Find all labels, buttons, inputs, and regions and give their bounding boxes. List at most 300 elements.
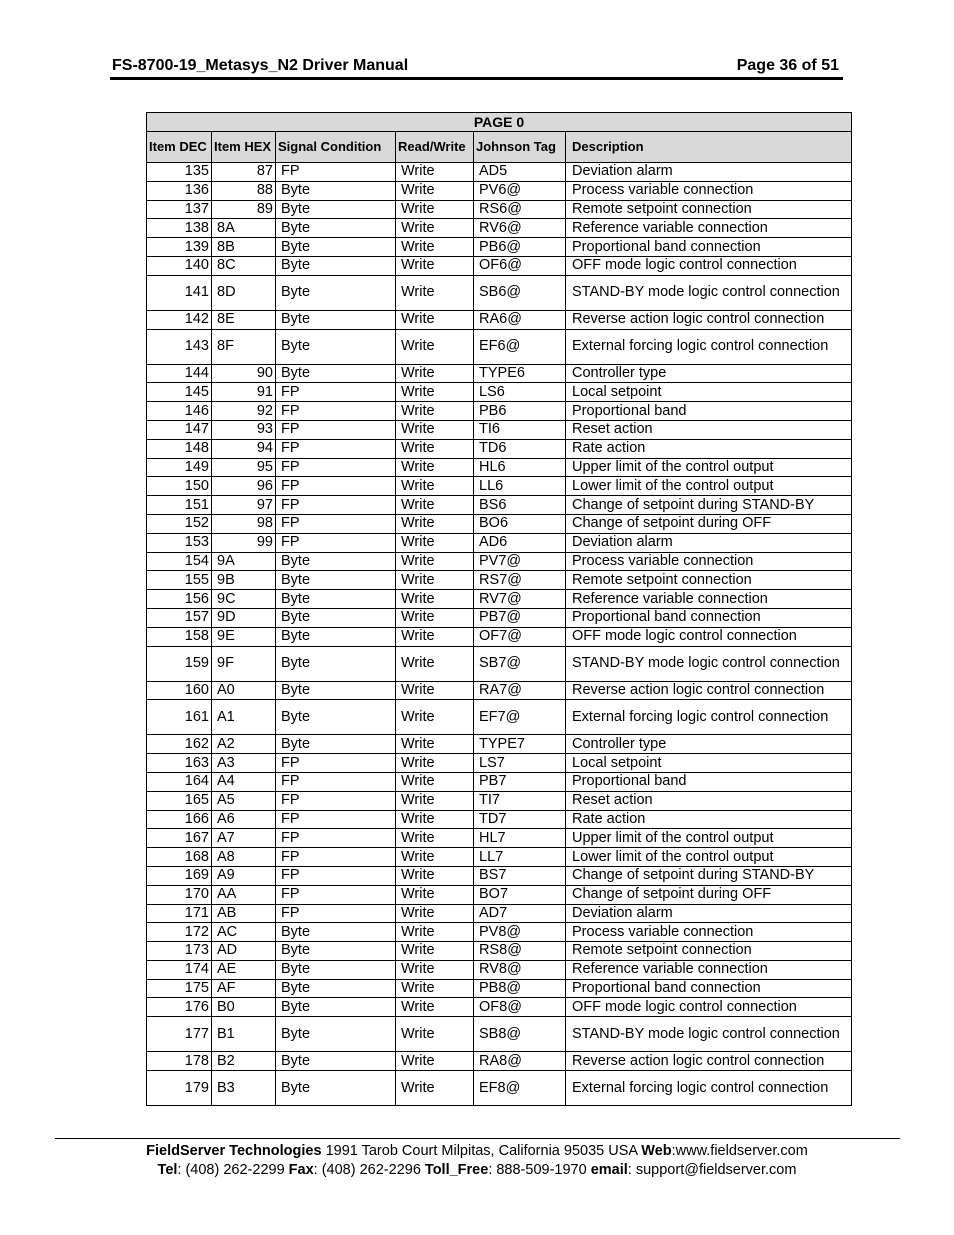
cell-item-dec: 145 <box>147 383 212 402</box>
cell-read-write: Write <box>396 960 474 979</box>
table-row <box>147 885 852 904</box>
cell-description: Process variable connection <box>566 923 852 942</box>
cell-description: Reverse action logic control connection <box>566 1052 852 1071</box>
cell-signal-condition: Byte <box>276 219 396 238</box>
cell-johnson-tag: RA7@ <box>474 681 566 700</box>
table-row <box>147 256 852 275</box>
cell-item-dec: 176 <box>147 998 212 1017</box>
cell-read-write: Write <box>396 477 474 496</box>
cell-item-hex: 87 <box>212 163 276 182</box>
table-row <box>147 904 852 923</box>
cell-johnson-tag: OF6@ <box>474 256 566 275</box>
cell-description: Change of setpoint during STAND-BY <box>566 496 852 515</box>
cell-item-hex: 97 <box>212 496 276 515</box>
cell-item-hex: B0 <box>212 998 276 1017</box>
cell-johnson-tag: TD6 <box>474 439 566 458</box>
cell-description: Change of setpoint during STAND-BY <box>566 866 852 885</box>
cell-description: STAND-BY mode logic control connection <box>566 275 852 310</box>
cell-signal-condition: FP <box>276 458 396 477</box>
cell-signal-condition: Byte <box>276 1017 396 1052</box>
cell-signal-condition: Byte <box>276 181 396 200</box>
cell-johnson-tag: AD6 <box>474 533 566 552</box>
cell-johnson-tag: BS6 <box>474 496 566 515</box>
cell-description: STAND-BY mode logic control connection <box>566 646 852 681</box>
table-row <box>147 477 852 496</box>
cell-signal-condition: FP <box>276 791 396 810</box>
cell-read-write: Write <box>396 1017 474 1052</box>
cell-item-dec: 137 <box>147 200 212 219</box>
cell-read-write: Write <box>396 885 474 904</box>
cell-read-write: Write <box>396 791 474 810</box>
cell-item-hex: A7 <box>212 829 276 848</box>
cell-item-hex: 88 <box>212 181 276 200</box>
cell-item-hex: 98 <box>212 514 276 533</box>
cell-read-write: Write <box>396 402 474 421</box>
cell-item-hex: 9E <box>212 627 276 646</box>
cell-description: Local setpoint <box>566 383 852 402</box>
cell-description: Remote setpoint connection <box>566 571 852 590</box>
cell-signal-condition: Byte <box>276 571 396 590</box>
cell-item-hex: 9A <box>212 552 276 571</box>
cell-item-hex: AB <box>212 904 276 923</box>
footer-web-label: Web <box>641 1143 672 1159</box>
cell-signal-condition: Byte <box>276 310 396 329</box>
cell-description: Lower limit of the control output <box>566 477 852 496</box>
cell-description: Local setpoint <box>566 754 852 773</box>
cell-item-hex: A5 <box>212 791 276 810</box>
cell-item-hex: AE <box>212 960 276 979</box>
table-row <box>147 514 852 533</box>
cell-item-hex: A4 <box>212 772 276 791</box>
cell-signal-condition: FP <box>276 477 396 496</box>
cell-item-hex: 93 <box>212 420 276 439</box>
table-row <box>147 681 852 700</box>
table-row <box>147 608 852 627</box>
table-row <box>147 181 852 200</box>
footer-tel-value: : (408) 262-2299 <box>177 1161 289 1178</box>
column-header-signal-condition: Signal Condition <box>276 132 396 163</box>
cell-item-dec: 153 <box>147 533 212 552</box>
cell-item-dec: 172 <box>147 923 212 942</box>
cell-description: Reference variable connection <box>566 960 852 979</box>
table-row <box>147 1017 852 1052</box>
table-row <box>147 571 852 590</box>
cell-johnson-tag: RA8@ <box>474 1052 566 1071</box>
table-row <box>147 627 852 646</box>
page-number: Page 36 of 51 <box>736 57 839 74</box>
cell-item-dec: 175 <box>147 979 212 998</box>
cell-read-write: Write <box>396 646 474 681</box>
cell-johnson-tag: PV6@ <box>474 181 566 200</box>
table-row <box>147 402 852 421</box>
cell-johnson-tag: RV7@ <box>474 590 566 609</box>
cell-signal-condition: FP <box>276 904 396 923</box>
table-row <box>147 1071 852 1106</box>
cell-read-write: Write <box>396 420 474 439</box>
table-row <box>147 700 852 735</box>
cell-item-dec: 179 <box>147 1071 212 1106</box>
cell-signal-condition: FP <box>276 533 396 552</box>
cell-johnson-tag: PB6@ <box>474 238 566 257</box>
cell-item-dec: 147 <box>147 420 212 439</box>
cell-item-hex: 9F <box>212 646 276 681</box>
cell-read-write: Write <box>396 848 474 867</box>
cell-description: External forcing logic control connection <box>566 700 852 735</box>
cell-johnson-tag: PV7@ <box>474 552 566 571</box>
cell-description: Remote setpoint connection <box>566 942 852 961</box>
cell-johnson-tag: RA6@ <box>474 310 566 329</box>
cell-item-dec: 171 <box>147 904 212 923</box>
footer-fax-value: : (408) 262-2296 <box>313 1161 425 1178</box>
cell-read-write: Write <box>396 533 474 552</box>
cell-signal-condition: Byte <box>276 942 396 961</box>
cell-description: Change of setpoint during OFF <box>566 514 852 533</box>
table-row <box>147 329 852 364</box>
cell-item-dec: 135 <box>147 163 212 182</box>
cell-read-write: Write <box>396 383 474 402</box>
cell-item-dec: 165 <box>147 791 212 810</box>
cell-read-write: Write <box>396 256 474 275</box>
table-row <box>147 829 852 848</box>
cell-johnson-tag: RV8@ <box>474 960 566 979</box>
table-row <box>147 533 852 552</box>
cell-item-hex: 95 <box>212 458 276 477</box>
cell-description: Proportional band <box>566 402 852 421</box>
cell-read-write: Write <box>396 829 474 848</box>
cell-read-write: Write <box>396 496 474 515</box>
footer-line-1 <box>0 1142 954 1161</box>
cell-description: Controller type <box>566 364 852 383</box>
table-row <box>147 590 852 609</box>
cell-read-write: Write <box>396 181 474 200</box>
table-row <box>147 420 852 439</box>
cell-signal-condition: Byte <box>276 735 396 754</box>
cell-item-dec: 157 <box>147 608 212 627</box>
cell-read-write: Write <box>396 571 474 590</box>
cell-read-write: Write <box>396 627 474 646</box>
table-row <box>147 238 852 257</box>
cell-read-write: Write <box>396 364 474 383</box>
table-row <box>147 383 852 402</box>
cell-description: Upper limit of the control output <box>566 829 852 848</box>
cell-johnson-tag: BO6 <box>474 514 566 533</box>
cell-item-dec: 160 <box>147 681 212 700</box>
cell-item-hex: 99 <box>212 533 276 552</box>
cell-signal-condition: Byte <box>276 608 396 627</box>
table-row <box>147 754 852 773</box>
cell-signal-condition: Byte <box>276 590 396 609</box>
cell-description: Change of setpoint during OFF <box>566 885 852 904</box>
cell-signal-condition: Byte <box>276 998 396 1017</box>
cell-signal-condition: FP <box>276 829 396 848</box>
cell-item-hex: 91 <box>212 383 276 402</box>
cell-read-write: Write <box>396 458 474 477</box>
cell-johnson-tag: TI6 <box>474 420 566 439</box>
cell-item-dec: 158 <box>147 627 212 646</box>
cell-signal-condition: FP <box>276 754 396 773</box>
cell-item-dec: 151 <box>147 496 212 515</box>
cell-read-write: Write <box>396 700 474 735</box>
cell-item-dec: 144 <box>147 364 212 383</box>
cell-item-hex: A6 <box>212 810 276 829</box>
cell-item-hex: 89 <box>212 200 276 219</box>
footer-address: 1991 Tarob Court Milpitas, California 95035 USA <box>321 1143 642 1159</box>
cell-johnson-tag: TD7 <box>474 810 566 829</box>
cell-signal-condition: FP <box>276 885 396 904</box>
cell-description: Deviation alarm <box>566 904 852 923</box>
cell-johnson-tag: OF8@ <box>474 998 566 1017</box>
cell-johnson-tag: BO7 <box>474 885 566 904</box>
cell-item-dec: 164 <box>147 772 212 791</box>
footer-tollfree-value: : 888-509-1970 <box>488 1161 591 1178</box>
cell-signal-condition: Byte <box>276 700 396 735</box>
cell-item-dec: 178 <box>147 1052 212 1071</box>
table-row <box>147 458 852 477</box>
cell-signal-condition: Byte <box>276 1071 396 1106</box>
cell-description: OFF mode logic control connection <box>566 627 852 646</box>
table-row <box>147 979 852 998</box>
cell-item-hex: 96 <box>212 477 276 496</box>
cell-johnson-tag: AD5 <box>474 163 566 182</box>
cell-johnson-tag: PB7@ <box>474 608 566 627</box>
column-header-item-dec: Item DEC <box>147 132 212 163</box>
cell-item-hex: A3 <box>212 754 276 773</box>
cell-description: Rate action <box>566 810 852 829</box>
cell-item-hex: 9B <box>212 571 276 590</box>
cell-description: Remote setpoint connection <box>566 200 852 219</box>
table-row <box>147 496 852 515</box>
cell-read-write: Write <box>396 163 474 182</box>
cell-description: Reference variable connection <box>566 590 852 609</box>
cell-johnson-tag: EF7@ <box>474 700 566 735</box>
cell-description: Process variable connection <box>566 181 852 200</box>
cell-signal-condition: FP <box>276 402 396 421</box>
footer-tel-label: Tel <box>157 1161 178 1178</box>
cell-description: Proportional band connection <box>566 238 852 257</box>
cell-description: Rate action <box>566 439 852 458</box>
cell-description: External forcing logic control connection <box>566 329 852 364</box>
cell-item-dec: 152 <box>147 514 212 533</box>
cell-signal-condition: FP <box>276 848 396 867</box>
cell-johnson-tag: LS6 <box>474 383 566 402</box>
cell-read-write: Write <box>396 552 474 571</box>
footer-tollfree-label: Toll_Free <box>424 1161 489 1178</box>
cell-read-write: Write <box>396 439 474 458</box>
register-table <box>146 112 852 1106</box>
cell-signal-condition: FP <box>276 439 396 458</box>
table-row <box>147 998 852 1017</box>
cell-johnson-tag: PB6 <box>474 402 566 421</box>
footer-company: FieldServer Technologies <box>146 1143 322 1159</box>
cell-johnson-tag: TYPE6 <box>474 364 566 383</box>
cell-signal-condition: FP <box>276 810 396 829</box>
footer-fax-label: Fax <box>288 1161 314 1178</box>
column-header-read-write: Read/Write <box>396 132 474 163</box>
table-row <box>147 810 852 829</box>
table-row <box>147 848 852 867</box>
table-row <box>147 923 852 942</box>
cell-johnson-tag: HL7 <box>474 829 566 848</box>
cell-description: Reset action <box>566 791 852 810</box>
cell-signal-condition: Byte <box>276 1052 396 1071</box>
cell-johnson-tag: EF6@ <box>474 329 566 364</box>
cell-signal-condition: Byte <box>276 979 396 998</box>
cell-item-dec: 170 <box>147 885 212 904</box>
cell-item-hex: 9D <box>212 608 276 627</box>
table-row <box>147 866 852 885</box>
cell-read-write: Write <box>396 681 474 700</box>
footer-email-value: : support@fieldserver.com <box>627 1161 797 1178</box>
table-row <box>147 163 852 182</box>
cell-item-dec: 166 <box>147 810 212 829</box>
table-row <box>147 275 852 310</box>
cell-item-hex: A0 <box>212 681 276 700</box>
cell-item-hex: 8E <box>212 310 276 329</box>
cell-item-hex: AC <box>212 923 276 942</box>
cell-item-hex: AF <box>212 979 276 998</box>
cell-johnson-tag: TYPE7 <box>474 735 566 754</box>
cell-read-write: Write <box>396 904 474 923</box>
cell-item-hex: AD <box>212 942 276 961</box>
cell-read-write: Write <box>396 310 474 329</box>
cell-read-write: Write <box>396 810 474 829</box>
cell-item-dec: 159 <box>147 646 212 681</box>
cell-item-dec: 162 <box>147 735 212 754</box>
cell-item-dec: 150 <box>147 477 212 496</box>
cell-johnson-tag: TI7 <box>474 791 566 810</box>
cell-description: Proportional band connection <box>566 979 852 998</box>
cell-signal-condition: FP <box>276 383 396 402</box>
cell-johnson-tag: SB7@ <box>474 646 566 681</box>
table-row <box>147 219 852 238</box>
cell-johnson-tag: LL7 <box>474 848 566 867</box>
cell-description: OFF mode logic control connection <box>566 256 852 275</box>
cell-read-write: Write <box>396 754 474 773</box>
page-header <box>110 57 843 79</box>
cell-item-dec: 173 <box>147 942 212 961</box>
cell-item-hex: 8F <box>212 329 276 364</box>
cell-read-write: Write <box>396 514 474 533</box>
cell-item-dec: 141 <box>147 275 212 310</box>
cell-signal-condition: Byte <box>276 238 396 257</box>
table-row <box>147 439 852 458</box>
cell-read-write: Write <box>396 998 474 1017</box>
table-row <box>147 791 852 810</box>
cell-item-hex: 8A <box>212 219 276 238</box>
cell-signal-condition: FP <box>276 514 396 533</box>
cell-item-dec: 143 <box>147 329 212 364</box>
cell-item-dec: 138 <box>147 219 212 238</box>
cell-signal-condition: FP <box>276 496 396 515</box>
cell-read-write: Write <box>396 590 474 609</box>
cell-item-dec: 169 <box>147 866 212 885</box>
cell-description: External forcing logic control connection <box>566 1071 852 1106</box>
footer-web-value: :www.fieldserver.com <box>671 1143 808 1159</box>
cell-johnson-tag: RS8@ <box>474 942 566 961</box>
cell-read-write: Write <box>396 735 474 754</box>
cell-johnson-tag: PV8@ <box>474 923 566 942</box>
table-row <box>147 310 852 329</box>
cell-item-dec: 146 <box>147 402 212 421</box>
footer-email-label: email <box>590 1161 628 1178</box>
cell-read-write: Write <box>396 275 474 310</box>
cell-description: Reference variable connection <box>566 219 852 238</box>
cell-read-write: Write <box>396 219 474 238</box>
cell-read-write: Write <box>396 1071 474 1106</box>
cell-signal-condition: Byte <box>276 681 396 700</box>
cell-description: Process variable connection <box>566 552 852 571</box>
cell-signal-condition: Byte <box>276 200 396 219</box>
table-row <box>147 364 852 383</box>
table-row <box>147 646 852 681</box>
table-row <box>147 552 852 571</box>
cell-description: Deviation alarm <box>566 163 852 182</box>
cell-signal-condition: Byte <box>276 627 396 646</box>
cell-item-dec: 136 <box>147 181 212 200</box>
cell-johnson-tag: OF7@ <box>474 627 566 646</box>
table-row <box>147 1052 852 1071</box>
cell-item-hex: A2 <box>212 735 276 754</box>
cell-item-hex: 8C <box>212 256 276 275</box>
cell-item-hex: 92 <box>212 402 276 421</box>
cell-item-dec: 155 <box>147 571 212 590</box>
cell-johnson-tag: RS6@ <box>474 200 566 219</box>
cell-description: OFF mode logic control connection <box>566 998 852 1017</box>
cell-description: Reverse action logic control connection <box>566 681 852 700</box>
cell-read-write: Write <box>396 1052 474 1071</box>
cell-item-hex: AA <box>212 885 276 904</box>
cell-johnson-tag: SB8@ <box>474 1017 566 1052</box>
cell-item-dec: 156 <box>147 590 212 609</box>
cell-read-write: Write <box>396 608 474 627</box>
table-row <box>147 735 852 754</box>
cell-item-dec: 140 <box>147 256 212 275</box>
cell-description: Reset action <box>566 420 852 439</box>
cell-johnson-tag: BS7 <box>474 866 566 885</box>
cell-read-write: Write <box>396 866 474 885</box>
cell-item-dec: 148 <box>147 439 212 458</box>
cell-description: Lower limit of the control output <box>566 848 852 867</box>
cell-signal-condition: Byte <box>276 923 396 942</box>
cell-signal-condition: Byte <box>276 329 396 364</box>
cell-johnson-tag: SB6@ <box>474 275 566 310</box>
cell-johnson-tag: EF8@ <box>474 1071 566 1106</box>
cell-signal-condition: Byte <box>276 552 396 571</box>
cell-signal-condition: Byte <box>276 256 396 275</box>
column-header-johnson-tag: Johnson Tag <box>474 132 566 163</box>
cell-read-write: Write <box>396 200 474 219</box>
cell-item-dec: 163 <box>147 754 212 773</box>
cell-signal-condition: Byte <box>276 364 396 383</box>
table-body <box>147 163 852 1106</box>
cell-item-hex: A1 <box>212 700 276 735</box>
cell-item-dec: 149 <box>147 458 212 477</box>
cell-signal-condition: Byte <box>276 646 396 681</box>
cell-item-hex: 8B <box>212 238 276 257</box>
cell-description: STAND-BY mode logic control connection <box>566 1017 852 1052</box>
cell-item-hex: 94 <box>212 439 276 458</box>
cell-description: Deviation alarm <box>566 533 852 552</box>
cell-signal-condition: Byte <box>276 275 396 310</box>
cell-read-write: Write <box>396 923 474 942</box>
header-divider <box>110 77 843 80</box>
cell-read-write: Write <box>396 238 474 257</box>
cell-read-write: Write <box>396 979 474 998</box>
footer-divider <box>55 1138 900 1139</box>
cell-description: Proportional band connection <box>566 608 852 627</box>
cell-item-hex: 8D <box>212 275 276 310</box>
cell-signal-condition: Byte <box>276 960 396 979</box>
